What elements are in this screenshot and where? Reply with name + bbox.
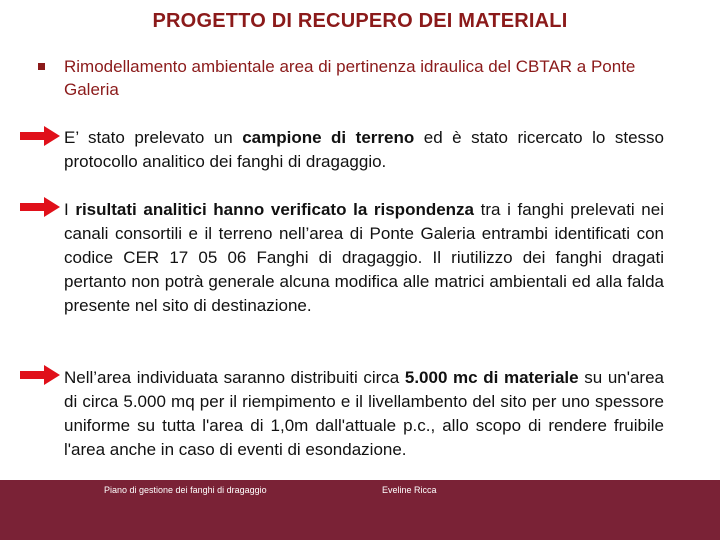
- footer-left-strip: [0, 480, 90, 540]
- square-bullet-icon: [38, 63, 45, 70]
- paragraph-3: Nell’area individuata saranno distribuiti circa 5.000 mc di materiale su un'area di circa 5.000 mq per il riempimento e il livellambento del sito per uno spessore uniforme su tutta l'area di 1,0m dall'attuale p.c., allo scopo di rendere fruibile l'area anche in caso di eventi di esondazione.: [64, 368, 664, 459]
- paragraph-2: I risultati analitici hanno verificato la rispondenza tra i fanghi prelevati nei canali consortili e il terreno nell’area di Ponte Galeria entrambi identificati con codice CER 17 05 06 Fanghi di dragaggio. Il riutilizzo dei fanghi dragati pertanto non potrà generale alcuna modifica alle matrici ambientali ed alla falda presente nel sito di destinazione.: [64, 200, 664, 315]
- right-arrow-icon: [20, 125, 60, 147]
- paragraph-1: E’ stato prelevato un campione di terreno ed è stato ricercato lo stesso protocollo analitico dei fanghi di dragaggio.: [64, 128, 665, 171]
- right-arrow-icon: [20, 196, 60, 218]
- subtitle-text: Rimodellamento ambientale area di pertinenza idraulica del CBTAR a Ponte Galeria: [64, 57, 636, 99]
- subtitle-item: [38, 55, 678, 101]
- footer-left-text: Piano di gestione dei fanghi di dragaggio: [104, 485, 267, 495]
- right-arrow-icon: [20, 364, 60, 386]
- footer-right-text: Eveline Ricca: [382, 485, 437, 495]
- footer-bar: [0, 480, 720, 540]
- page-title: PROGETTO DI RECUPERO DEI MATERIALI: [152, 10, 568, 32]
